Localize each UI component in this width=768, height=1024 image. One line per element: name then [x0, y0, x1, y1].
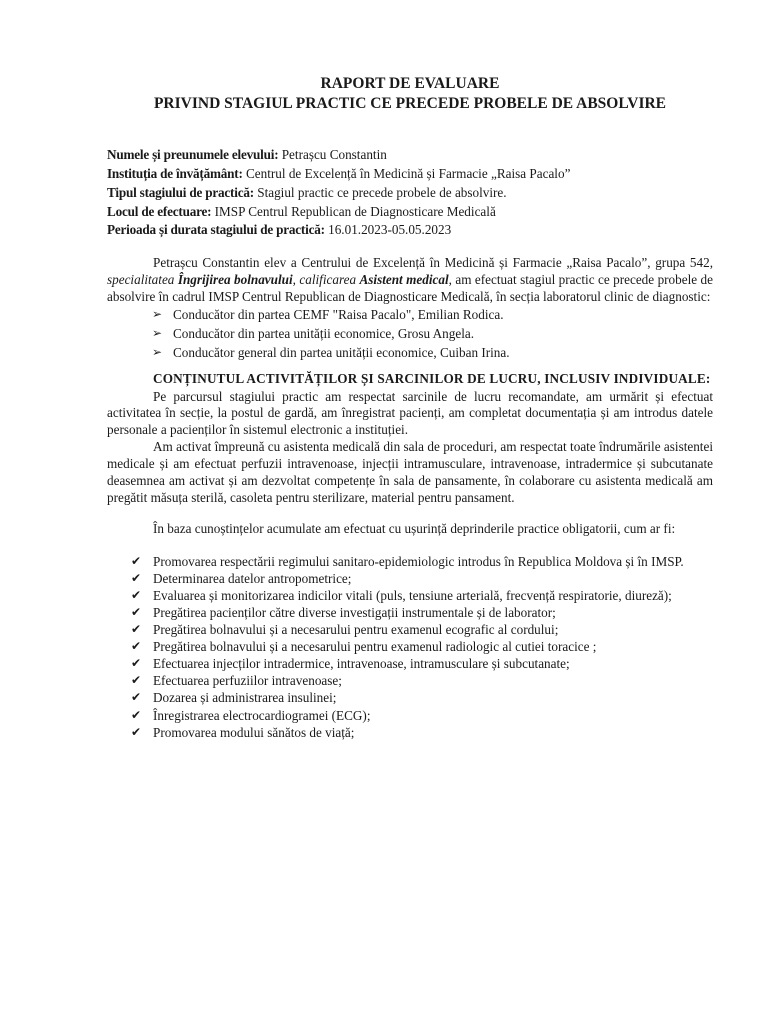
list-item: [131, 605, 713, 621]
skill-text: Efectuarea perfuziilor intravenoase;: [153, 673, 342, 689]
list-item: [131, 725, 713, 741]
supervisor-text: Conducător general din partea unității economice, Cuiban Irina.: [173, 344, 510, 360]
info-row-period: [107, 222, 713, 239]
skill-text: Înregistrarea electrocardiogramei (ECG);: [153, 707, 371, 723]
paragraph-skills-intro: În baza cunoștințelor acumulate am efectuat cu ușurință deprinderile practice obligatorii, cum ar fi:: [153, 520, 676, 536]
info-row-institution: [107, 166, 713, 183]
info-value: Stagiul practic ce precede probele de absolvire.: [253, 184, 507, 200]
list-item: [152, 326, 713, 343]
arrow-bullet-icon: ➢: [152, 307, 163, 322]
list-item: [131, 571, 713, 587]
info-label: Numele și preunumele elevului:: [107, 146, 279, 162]
skill-text: Dozarea și administrarea insulinei;: [153, 690, 337, 706]
qualification-label: calificarea: [299, 272, 360, 288]
skill-text: Evaluarea și monitorizarea indicilor vitali (puls, tensiune arterială, frecvență respiratorie, diureză);: [153, 587, 672, 603]
intro-separator: ,: [292, 272, 300, 288]
list-item: [131, 673, 713, 689]
skill-text: Promovarea modului sănătos de viață;: [153, 724, 355, 740]
info-value: Petrașcu Constantin: [278, 146, 387, 162]
supervisor-text: Conducător din partea CEMF "Raisa Pacalo", Emilian Rodica.: [173, 307, 504, 323]
list-item: [131, 708, 713, 724]
skill-text: Pregătirea bolnavului și a necesarului pentru examenul radiologic al cutiei toracice ;: [153, 639, 597, 655]
list-item: [131, 588, 713, 604]
checkmark-icon: ✔: [131, 724, 142, 739]
info-label: Instituția de învățământ:: [107, 165, 243, 181]
skill-text: Promovarea respectării regimului sanitaro-epidemiologic introdus în Republica Moldova și în IMSP.: [153, 553, 684, 569]
checkmark-icon: ✔: [131, 639, 142, 654]
checkmark-icon: ✔: [131, 587, 142, 602]
student-info: [107, 147, 713, 239]
checkmark-icon: ✔: [131, 673, 142, 688]
checkmark-icon: ✔: [131, 570, 142, 585]
skill-text: Pregătirea pacienților către diverse investigații instrumentale și de laborator;: [153, 605, 556, 620]
title-line-1: RAPORT DE EVALUARE: [320, 75, 500, 92]
section-heading: CONȚINUTUL ACTIVITĂȚILOR ȘI SARCINILOR DE LUCRU, INCLUSIV INDIVIDUALE:: [153, 370, 711, 386]
list-item: [131, 554, 713, 570]
specialty-label: specialitatea: [107, 272, 178, 288]
list-item: [131, 622, 713, 638]
supervisor-list: [107, 307, 713, 362]
checkmark-icon: ✔: [131, 622, 142, 637]
skill-text: Efectuarea injecților intradermice, intravenoase, intramusculare și subcutanate;: [153, 656, 570, 672]
intro-text: Petrașcu Constantin elev a Centrului de Excelență în Medicină și Farmacie „Raisa Pacalo”, grupa 542,: [153, 255, 713, 271]
list-item: [131, 690, 713, 706]
paragraph-activities: Pe parcursul stagiului practic am respectat sarcinile de lucru recomandate, am urmărit și efectuat activitatea în secție, la postul de gardă, am înregistrat pacienți, am completat documentația și am introdus datele personale a pacienților în sistemul electronic a instituției.: [107, 388, 713, 438]
arrow-bullet-icon: ➢: [152, 325, 163, 340]
info-value: Centrul de Excelență în Medicină și Farmacie „Raisa Pacalo”: [242, 165, 571, 181]
list-item: [131, 639, 713, 655]
specialty-value: Îngrijirea bolnavului: [177, 272, 293, 288]
checkmark-icon: ✔: [131, 707, 142, 722]
checkmark-icon: ✔: [131, 656, 142, 671]
skill-text: Pregătirea bolnavului și a necesarului pentru examenul ecografic al cordului;: [153, 622, 559, 638]
supervisor-text: Conducător din partea unității economice, Grosu Angela.: [173, 325, 475, 341]
checkmark-icon: ✔: [131, 553, 142, 568]
title-line-2: PRIVIND STAGIUL PRACTIC CE PRECEDE PROBELE DE ABSOLVIRE: [153, 95, 667, 113]
document-title: [107, 74, 713, 115]
intro-text-end: , am efectuat stagiul practic ce precede probele de absolvire în cadrul IMSP Centrul Republican de Diagnosticare Medicală, în secția laboratorul clinic de diagnostic:: [107, 272, 713, 305]
info-value: 16.01.2023-05.05.2023: [324, 222, 452, 238]
info-row-type: [107, 185, 713, 202]
checkmark-icon: ✔: [131, 605, 142, 619]
list-item: [152, 307, 713, 324]
list-item: [131, 656, 713, 672]
document-page: [107, 74, 713, 742]
info-row-name: [107, 147, 713, 164]
skills-list: [107, 554, 713, 741]
qualification-value: Asistent medical: [359, 272, 449, 288]
info-label: Tipul stagiului de practică:: [107, 184, 254, 200]
paragraph-procedures: Am activat împreună cu asistenta medicală din sala de proceduri, am respectat toate îndrumările asistentei medicale și am efectuat perfuzii intravenoase, injecții intramusculare, intravenoase, intradermice și subcutanate deasemnea am activat și am dezvoltat competențe în sala de pansamente, în colaborare cu asistenta medicală am pregătit măsuța sterilă, casoleta pentru sterilizare, material pentru pansament.: [107, 439, 713, 505]
list-item: [152, 345, 713, 362]
arrow-bullet-icon: ➢: [152, 344, 163, 359]
info-label: Perioada și durata stagiului de practică:: [107, 222, 325, 238]
info-label: Locul de efectuare:: [107, 203, 212, 219]
checkmark-icon: ✔: [131, 690, 142, 705]
info-value: IMSP Centrul Republican de Diagnosticare Medicală: [211, 203, 496, 219]
info-row-location: [107, 204, 713, 221]
skill-text: Determinarea datelor antropometrice;: [153, 570, 352, 586]
intro-paragraph: [107, 255, 713, 306]
